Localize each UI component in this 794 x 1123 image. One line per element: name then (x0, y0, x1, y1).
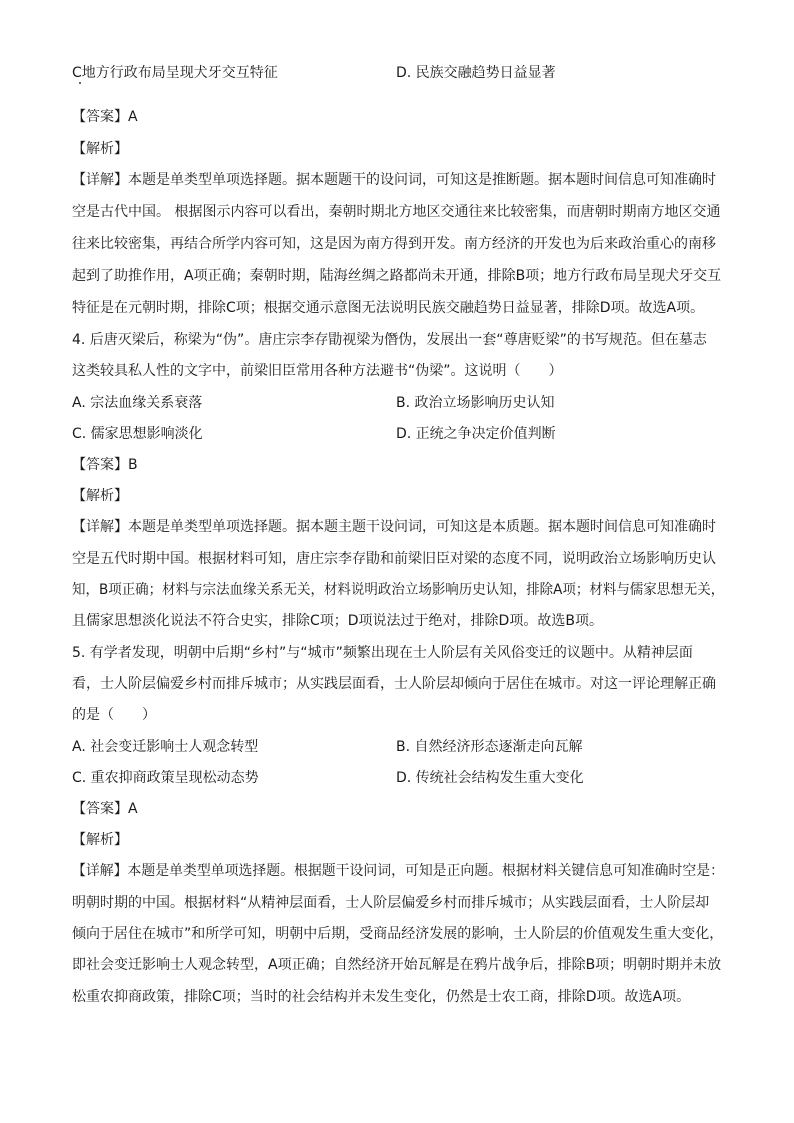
q4-detail-line: 知，B项正确；材料与宗法血缘关系无关，材料说明政治立场影响历史认知，排除A项；材料与儒家思想无关， (72, 582, 725, 598)
q4-detail-line: 空是五代时期中国。根据材料可知，唐庄宗李存勖和前梁旧臣对梁的态度不同，说明政治立场影响历史认 (72, 551, 716, 567)
q3-detail-line: 【详解】本题是单类型单项选择题。据本题题干的设问词，可知这是推断题。据本题时间信息可知准确时 (72, 172, 716, 188)
q4-detail-line: 且儒家思想淡化说法不符合史实，排除C项；D项说法过于绝对，排除D项。故选B项。 (72, 613, 603, 629)
q3-detail-line: 特征是在元朝时期，排除C项；根据交通示意图无法说明民族交融趋势日益显著，排除D项。故选A项。 (72, 300, 705, 316)
q5-stem-line: 看，士人阶层偏爱乡村而排斥城市；从实践层面看，士人阶层却倾向于居住在城市。对这一评论理解正确 (72, 676, 716, 692)
q5-stem-line: 5. 有学者发现，明朝中后期“乡村”与“城市”频繁出现在士人阶层有关风俗变迁的议题中。从精神层面 (72, 645, 693, 661)
q5-jiexi-label: 【解析】 (72, 832, 128, 848)
q3-option-c: C地方行政布局呈现犬牙交互特征 (72, 65, 278, 81)
q5-detail-line: 倾向于居住在城市”和所学可知，明朝中后期，受商品经济发展的影响，士人阶层的价值观发生重大变化， (72, 926, 724, 942)
q4-option-a: A. 宗法血缘关系衰落 (72, 395, 203, 411)
q5-answer: 【答案】A (72, 801, 138, 817)
q3-detail-line: 往来比较密集，再结合所学内容可知，这是因为南方得到开发。南方经济的开发也为后来政治重心的南移 (72, 236, 716, 252)
q5-stem-line: 的是（ ） (72, 707, 156, 723)
q4-jiexi-label: 【解析】 (72, 488, 128, 504)
q5-option-c: C. 重农抑商政策呈现松动态势 (72, 770, 259, 786)
q5-detail-line: 即社会变迁影响士人观念转型，A项正确；自然经济开始瓦解是在鸦片战争后，排除B项；明朝时期并未放 (72, 957, 722, 973)
stray-dot (79, 82, 81, 84)
q3-answer: 【答案】A (72, 109, 138, 125)
q5-option-b: B. 自然经济形态逐渐走向瓦解 (396, 739, 583, 755)
q4-stem-line: 这类较具私人性的文字中，前梁旧臣常用各种方法避书“伪梁”。这说明（ ） (72, 363, 563, 379)
q3-detail-line: 起到了助推作用，A项正确；秦朝时期，陆海丝绸之路都尚未开通，排除B项；地方行政布局呈现犬牙交互 (72, 268, 722, 284)
q3-jiexi-label: 【解析】 (72, 141, 128, 157)
q4-answer: 【答案】B (72, 457, 138, 473)
q5-detail-line: 【详解】本题是单类型单项选择题。根据题干设问词，可知是正向题。根据材料关键信息可知准确时空是： (72, 863, 725, 879)
q3-detail-line: 空是古代中国。 根据图示内容可以看出，秦朝时期北方地区交通往来比较密集，而唐朝时期南方地区交通 (72, 204, 721, 220)
q4-detail-line: 【详解】本题是单类型单项选择题。据本题主题干设问词，可知这是本质题。据本题时间信息可知准确时 (72, 519, 716, 535)
q4-option-c: C. 儒家思想影响淡化 (72, 426, 203, 442)
q5-option-a: A. 社会变迁影响士人观念转型 (72, 739, 259, 755)
q5-option-d: D. 传统社会结构发生重大变化 (396, 770, 584, 786)
q4-option-b: B. 政治立场影响历史认知 (396, 395, 555, 411)
q5-detail-line: 松重农抑商政策，排除C项；当时的社会结构并未发生变化，仍然是士农工商，排除D项。故选A项。 (72, 989, 691, 1005)
q4-option-d: D. 正统之争决定价值判断 (396, 426, 556, 442)
q4-stem-line: 4. 后唐灭梁后，称梁为“伪”。唐庄宗李存勖视梁为僭伪，发展出一套“尊唐贬梁”的书写规范。但在墓志 (72, 332, 707, 348)
q3-option-d: D. 民族交融趋势日益显著 (396, 65, 556, 81)
q5-detail-line: 明朝时期的中国。根据材料“从精神层面看，士人阶层偏爱乡村而排斥城市；从实践层面看，士人阶层却 (72, 895, 710, 911)
